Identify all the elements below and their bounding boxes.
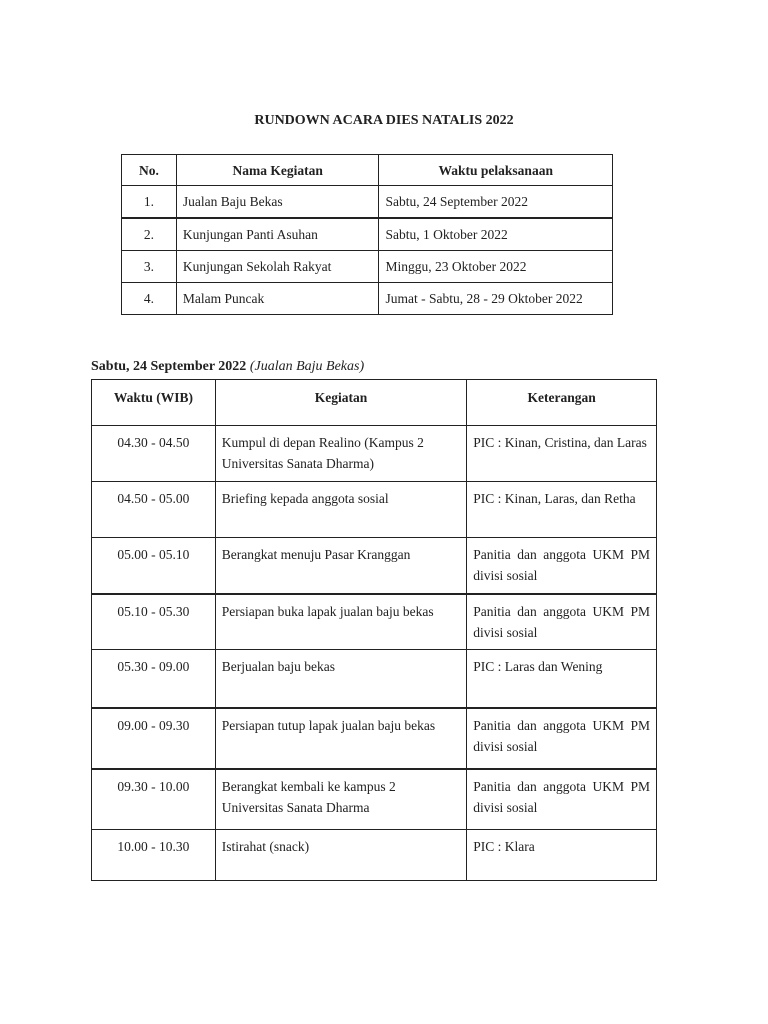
note: Panitia dan anggota UKM PM divisi sosial [467, 769, 657, 829]
header-no: No. [122, 155, 177, 186]
activity: Berangkat menuju Pasar Kranggan [215, 538, 467, 594]
note: Panitia dan anggota UKM PM divisi sosial [467, 594, 657, 650]
time-range: 09.00 - 09.30 [92, 708, 216, 769]
row-number: 2. [122, 218, 177, 251]
header-waktu-wib: Waktu (WIB) [92, 380, 216, 426]
event-name: Jualan Baju Bekas [176, 186, 379, 219]
activity: Berangkat kembali ke kampus 2 Universitas Sanata Dharma [215, 769, 467, 829]
activity: Kumpul di depan Realino (Kampus 2 Universitas Sanata Dharma) [215, 426, 467, 482]
table-row [122, 251, 613, 283]
event-name: Kunjungan Sekolah Rakyat [176, 251, 379, 283]
table-row [92, 649, 657, 708]
activity: Briefing kepada anggota sosial [215, 482, 467, 538]
event-date: Sabtu, 24 September 2022 [379, 186, 613, 219]
time-range: 05.10 - 05.30 [92, 594, 216, 650]
note: Panitia dan anggota UKM PM divisi sosial [467, 538, 657, 594]
event-date: Sabtu, 1 Oktober 2022 [379, 218, 613, 251]
table-row [92, 482, 657, 538]
table-row [92, 769, 657, 829]
note: PIC : Klara [467, 829, 657, 880]
event-date: Jumat - Sabtu, 28 - 29 Oktober 2022 [379, 283, 613, 315]
table-row [122, 218, 613, 251]
header-keterangan: Keterangan [467, 380, 657, 426]
time-range: 10.00 - 10.30 [92, 829, 216, 880]
row-number: 4. [122, 283, 177, 315]
activity: Persiapan buka lapak jualan baju bekas [215, 594, 467, 650]
time-range: 09.30 - 10.00 [92, 769, 216, 829]
row-number: 1. [122, 186, 177, 219]
time-range: 04.30 - 04.50 [92, 426, 216, 482]
section-event-name: (Jualan Baju Bekas) [249, 359, 365, 374]
table-row [92, 426, 657, 482]
time-range: 04.50 - 05.00 [92, 482, 216, 538]
section-date: Sabtu, 24 September 2022 [91, 359, 247, 374]
rundown-detail-table [91, 379, 657, 881]
table-row [92, 708, 657, 769]
event-name: Kunjungan Panti Asuhan [176, 218, 379, 251]
note: PIC : Kinan, Cristina, dan Laras [467, 426, 657, 482]
event-date: Minggu, 23 Oktober 2022 [379, 251, 613, 283]
table-row [92, 829, 657, 880]
time-range: 05.30 - 09.00 [92, 649, 216, 708]
header-kegiatan: Kegiatan [215, 380, 467, 426]
activity: Berjualan baju bekas [215, 649, 467, 708]
header-nama-kegiatan: Nama Kegiatan [176, 155, 379, 186]
table-row [92, 594, 657, 650]
note: Panitia dan anggota UKM PM divisi sosial [467, 708, 657, 769]
table-row [122, 283, 613, 315]
document-title: RUNDOWN ACARA DIES NATALIS 2022 [254, 113, 514, 128]
activity: Istirahat (snack) [215, 829, 467, 880]
header-waktu-pelaksanaan: Waktu pelaksanaan [379, 155, 613, 186]
table-header-row [92, 380, 657, 426]
event-summary-table [121, 154, 613, 315]
table-row [92, 538, 657, 594]
table-header-row [122, 155, 613, 186]
event-name: Malam Puncak [176, 283, 379, 315]
note: PIC : Kinan, Laras, dan Retha [467, 482, 657, 538]
activity: Persiapan tutup lapak jualan baju bekas [215, 708, 467, 769]
note: PIC : Laras dan Wening [467, 649, 657, 708]
time-range: 05.00 - 05.10 [92, 538, 216, 594]
section-heading [91, 357, 364, 377]
row-number: 3. [122, 251, 177, 283]
table-row [122, 186, 613, 219]
